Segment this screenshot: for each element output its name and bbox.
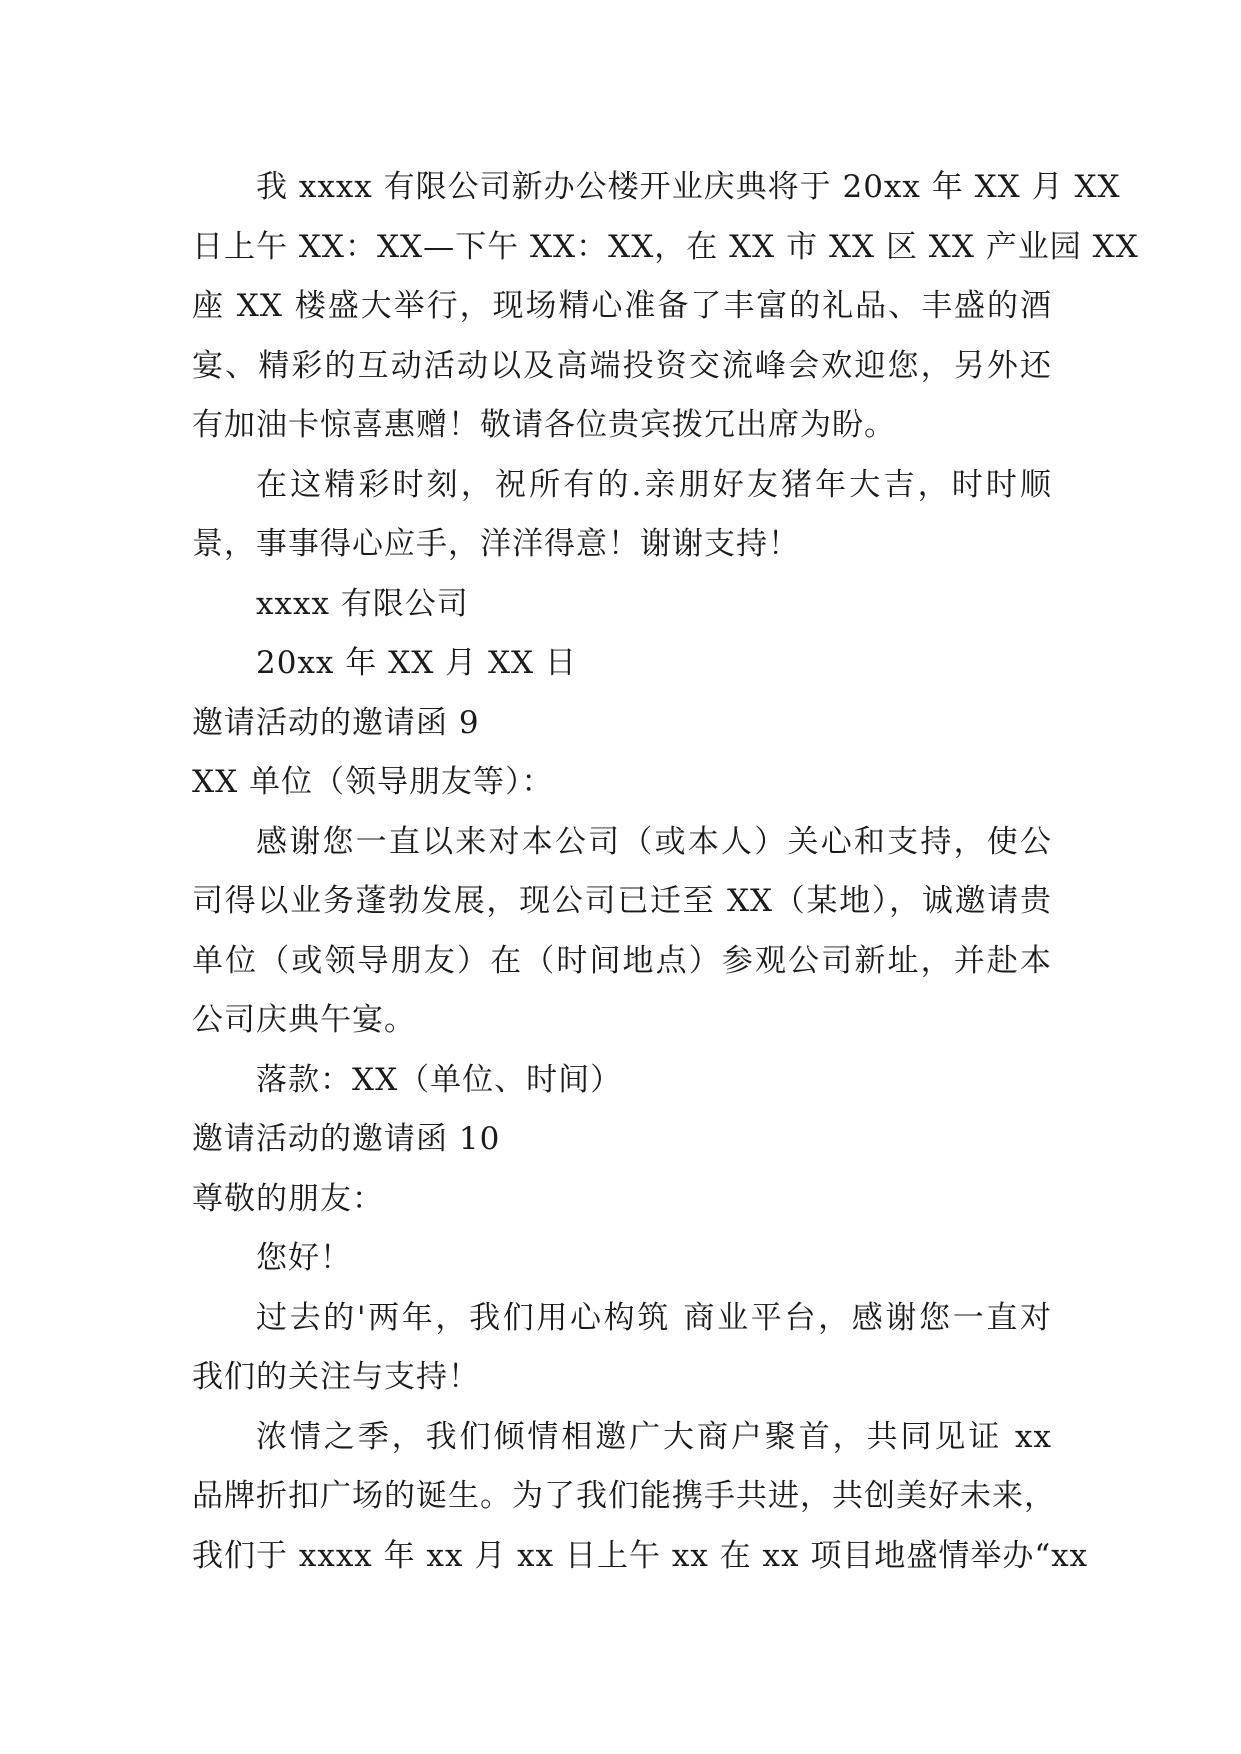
paragraph-line: 日上午 XX：XX—下午 XX：XX，在 XX 市 XX 区 XX 产业园 XX [192,228,1139,265]
document-body [192,158,1139,1586]
paragraph-line: 品牌折扣广场的诞生。为了我们能携手共进，共创美好未来， [192,1478,1056,1514]
paragraph-line: 座 XX 楼盛大举行，现场精心准备了丰富的礼品、丰盛的酒 [192,288,1052,324]
paragraph-line: 宴、精彩的互动活动以及高端投资交流峰会欢迎您，另外还 [192,347,1052,384]
paragraph-line: 我们于 xxxx 年 xx 月 xx 日上午 xx 在 xx 项目地盛情举办“xx [192,1537,1089,1574]
paragraph-line: 我们的关注与支持！ [192,1359,480,1395]
paragraph-line: 景，事事得心应手，洋洋得意！谢谢支持！ [192,526,800,562]
greeting: 您好！ [256,1240,352,1276]
signature-line: 落款：XX（单位、时间） [256,1061,623,1098]
paragraph-line: 我 xxxx 有限公司新办公楼开业庆典将于 20xx 年 XX 月 XX [256,169,1121,205]
section-heading: 邀请活动的邀请函 10 [192,1121,501,1157]
salutation: 尊敬的朋友： [192,1180,384,1217]
paragraph-line: 过去的'两年，我们用心构筑 商业平台，感谢您一直对 [256,1299,1052,1336]
paragraph-line: 浓情之季，我们倾情相邀广大商户聚首，共同见证 xx [256,1418,1052,1455]
paragraph-line: 单位（或领导朋友）在（时间地点）参观公司新址，并赴本 [192,942,1052,979]
paragraph-line: 在这精彩时刻，祝所有的.亲朋好友猪年大吉，时时顺 [256,466,1052,503]
paragraph-line: 有加油卡惊喜惠赠！敬请各位贵宾拨冗出席为盼。 [192,407,896,443]
signature-date: 20xx 年 XX 月 XX 日 [256,645,577,681]
section-heading: 邀请活动的邀请函 9 [192,704,480,741]
paragraph-line: 司得以业务蓬勃发展，现公司已迁至 XX（某地），诚邀请贵 [192,883,1052,919]
salutation: XX 单位（领导朋友等）： [192,764,554,800]
paragraph-line: 公司庆典午宴。 [192,1002,416,1038]
signature-company: xxxx 有限公司 [256,585,469,622]
paragraph-line: 感谢您一直以来对本公司（或本人）关心和支持，使公 [256,823,1052,860]
